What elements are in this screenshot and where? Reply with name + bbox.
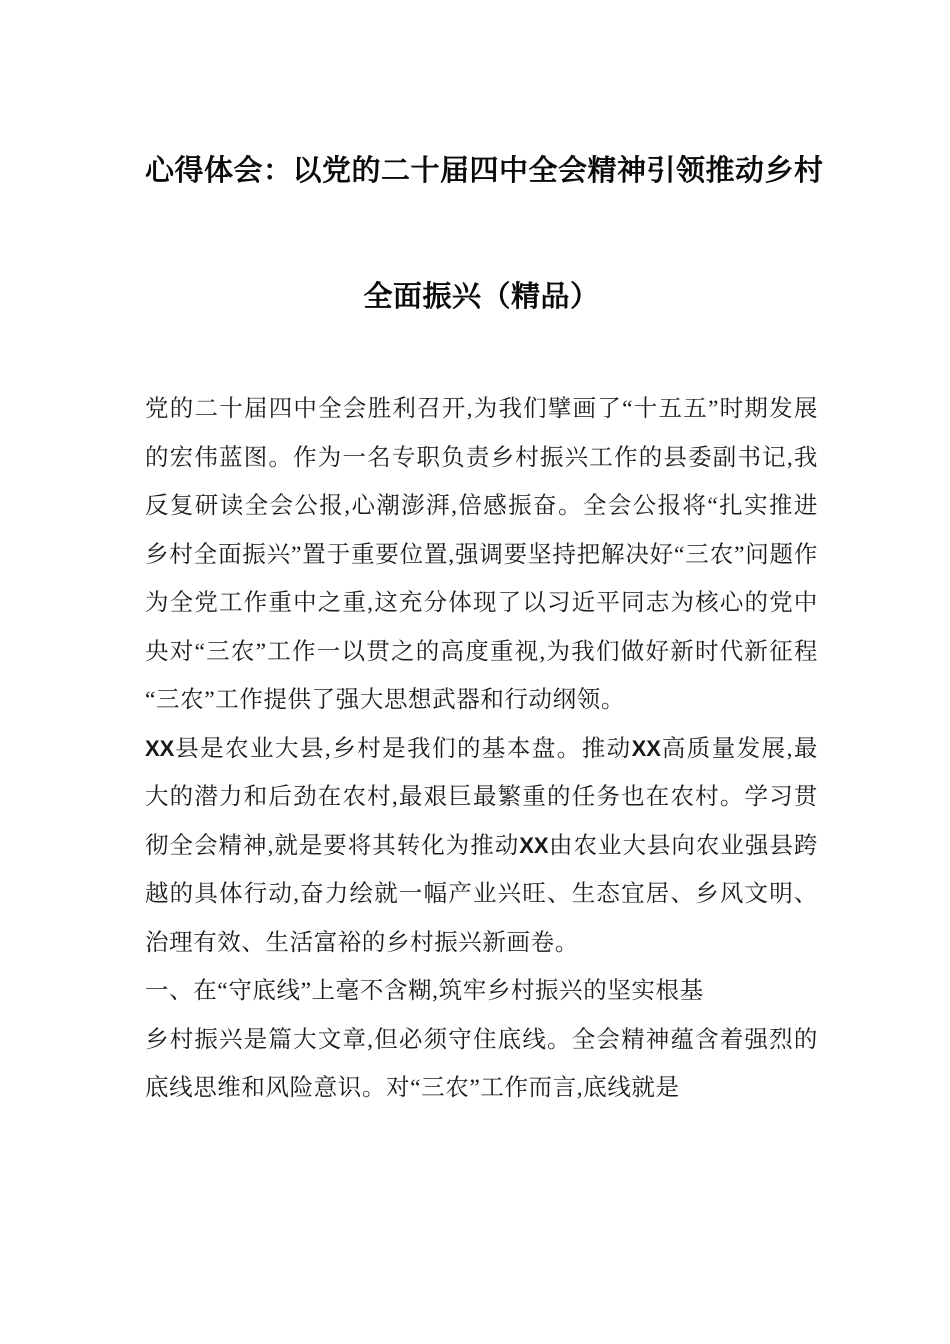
text-run: 县是农业大县,乡村是我们的基本盘。推动 [174,735,632,762]
body-paragraph [145,1016,818,1113]
text-run: 乡村振兴是篇大文章,但必须守住底线。全会精神蕴含着强烈的底线思维和风险意识。对“三农”工作而言,底线就是 [145,1026,818,1101]
text-run: 高质量发展,最大的潜力和后劲在农村,最艰巨最繁重的任务也在农村。学习贯彻全会精神,就是要将其转化为推动 [145,735,819,859]
placeholder-token: XX [145,735,175,761]
text-run: 一、在“守底线”上毫不含糊,筑牢乡村振兴的坚实根基 [145,978,704,1004]
body-paragraph [145,725,818,968]
body-paragraph [145,385,818,725]
document-body [145,385,818,1113]
placeholder-token: XX [631,735,661,761]
document-title-line-2: 全面振兴（精品） [363,281,600,313]
text-run: 党的二十届四中全会胜利召开,为我们擘画了“十五五”时期发展的宏伟蓝图。作为一名专职负责乡村振兴工作的县委副书记,我反复研读全会公报,心潮澎湃,倍感振奋。全会公报将“扎实推进乡村全面振兴”置于重要位置,强调要坚持把解决好“三农”问题作为全党工作重中之重,这充分体现了以习近平同志为核心的党中央对“三农”工作一以贯之的高度重视,为我们做好新时代新征程“三农”工作提供了强大思想武器和行动纲领。 [145,396,818,713]
placeholder-token: XX [519,832,549,858]
text-run: 由农业大县向农业强县跨越的具体行动,奋力绘就一幅产业兴旺、生态宜居、乡风文明、治理有效、生活富裕的乡村振兴新画卷。 [145,832,818,956]
document-title-line-1: 心得体会：以党的二十届四中全会精神引领推动乡村 [145,155,824,187]
section-heading [145,967,818,1016]
